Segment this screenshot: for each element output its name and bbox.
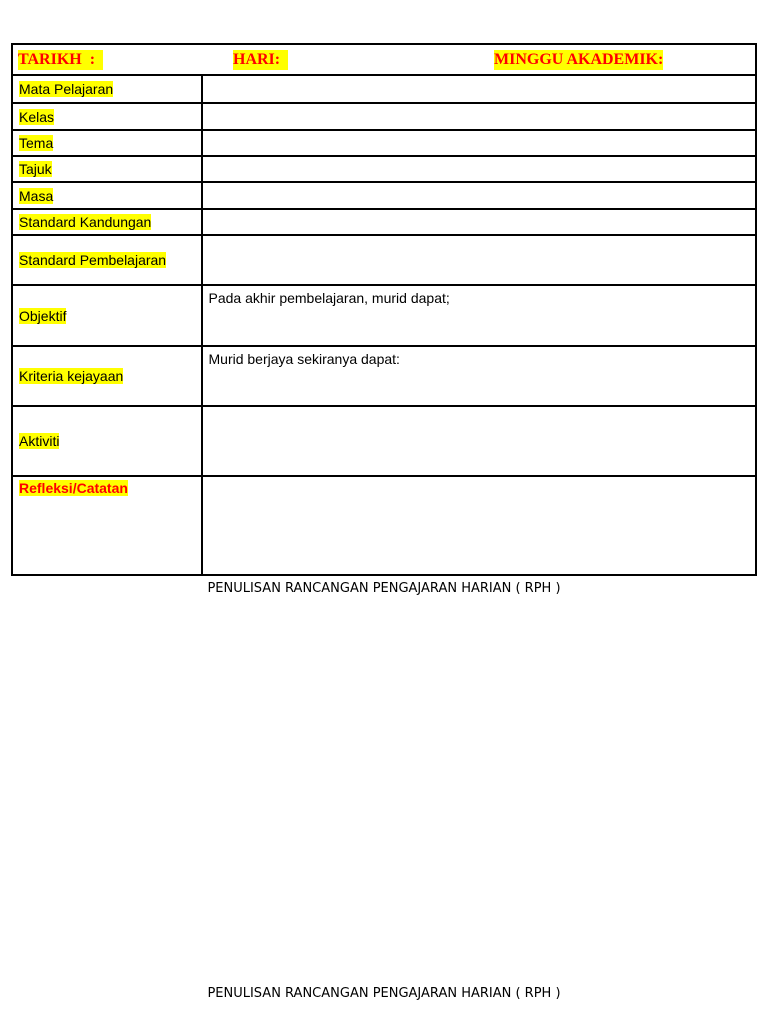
date-label: TARIKH : bbox=[18, 51, 104, 68]
subject-value-field[interactable] bbox=[202, 75, 757, 103]
header-cell bbox=[12, 44, 756, 75]
row-topic bbox=[12, 156, 756, 182]
topic-label-cell bbox=[12, 156, 202, 182]
row-learning-standard bbox=[12, 235, 756, 285]
success-criteria-value-field[interactable]: Murid berjaya sekiranya dapat: bbox=[202, 346, 757, 406]
theme-label: Tema bbox=[19, 135, 54, 151]
topic-value-field[interactable] bbox=[202, 156, 757, 182]
time-label-cell bbox=[12, 182, 202, 209]
reflection-label-cell bbox=[12, 476, 202, 575]
row-success-criteria bbox=[12, 346, 756, 406]
class-label: Kelas bbox=[19, 108, 55, 125]
success-criteria-label-cell bbox=[12, 346, 202, 406]
row-content-standard bbox=[12, 209, 756, 235]
reflection-value-field[interactable] bbox=[202, 476, 757, 575]
activity-label: Aktiviti bbox=[19, 433, 60, 449]
reflection-label: Refleksi/Catatan bbox=[19, 480, 128, 496]
theme-value-field[interactable] bbox=[202, 130, 757, 156]
academic-week-label: MINGGU AKADEMIK: bbox=[494, 51, 664, 68]
objective-value-field[interactable]: Pada akhir pembelajaran, murid dapat; bbox=[202, 285, 757, 346]
content-standard-value-field[interactable] bbox=[202, 209, 757, 235]
footer-title-top: PENULISAN RANCANGAN PENGAJARAN HARIAN ( RPH ) bbox=[207, 581, 561, 596]
theme-label-cell bbox=[12, 130, 202, 156]
topic-label: Tajuk bbox=[19, 161, 52, 177]
row-reflection bbox=[12, 476, 756, 575]
learning-standard-value-field[interactable] bbox=[202, 235, 757, 285]
row-theme bbox=[12, 130, 756, 156]
class-label-cell bbox=[12, 103, 202, 130]
subject-label-cell bbox=[12, 75, 202, 103]
row-time bbox=[12, 182, 756, 209]
header-row bbox=[12, 44, 756, 75]
row-activity bbox=[12, 406, 756, 476]
content-standard-label: Standard Kandungan bbox=[19, 214, 152, 230]
objective-label: Objektif bbox=[19, 307, 67, 324]
activity-label-cell bbox=[12, 406, 202, 476]
time-label: Masa bbox=[19, 187, 54, 204]
time-value-field[interactable] bbox=[202, 182, 757, 209]
class-value-field[interactable] bbox=[202, 103, 757, 130]
learning-standard-label-cell bbox=[12, 235, 202, 285]
rph-table bbox=[11, 43, 757, 576]
subject-label: Mata Pelajaran bbox=[19, 81, 114, 97]
row-class bbox=[12, 103, 756, 130]
activity-value-field[interactable] bbox=[202, 406, 757, 476]
row-objective bbox=[12, 285, 756, 346]
success-criteria-label: Kriteria kejayaan bbox=[19, 368, 124, 384]
objective-label-cell bbox=[12, 285, 202, 346]
learning-standard-label: Standard Pembelajaran bbox=[19, 252, 167, 268]
day-label: HARI: bbox=[233, 51, 289, 68]
footer-title-bottom: PENULISAN RANCANGAN PENGAJARAN HARIAN ( RPH ) bbox=[207, 986, 561, 1001]
row-subject bbox=[12, 75, 756, 103]
content-standard-label-cell bbox=[12, 209, 202, 235]
